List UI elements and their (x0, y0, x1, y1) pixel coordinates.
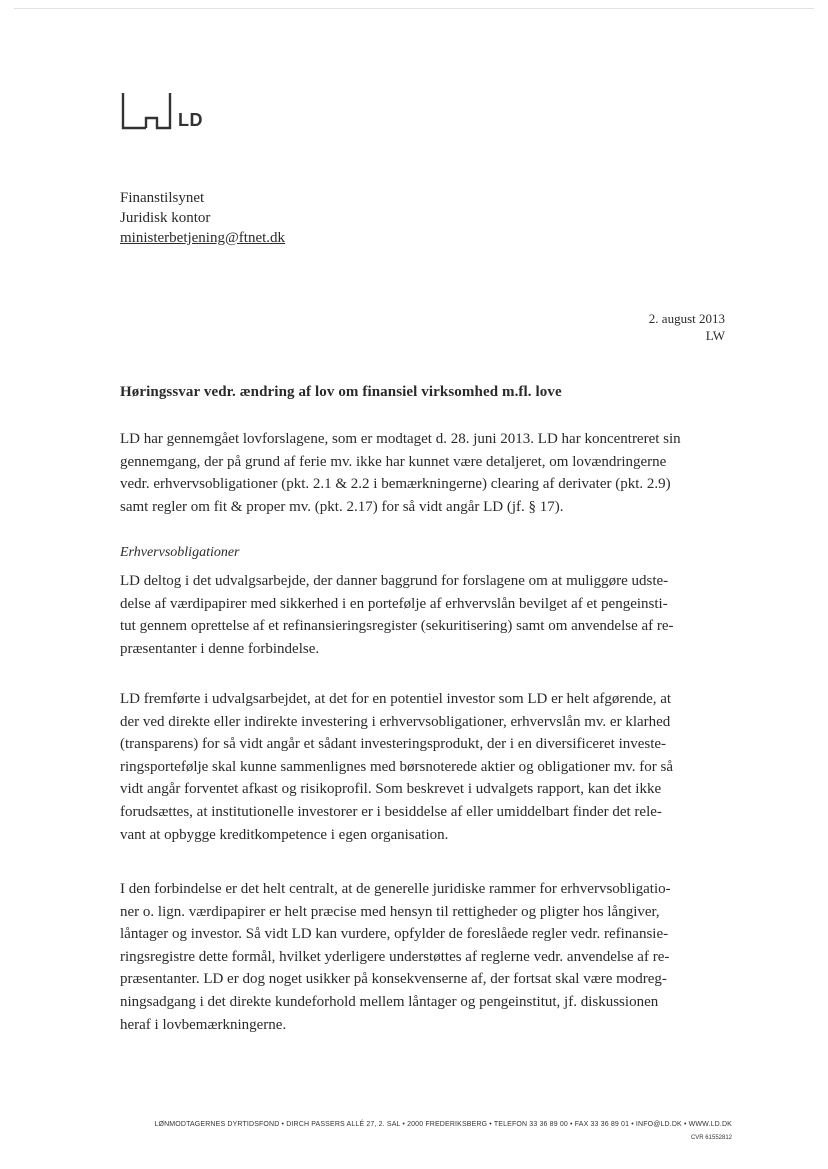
text-line: tut gennem oprettelse af et refinansieringsregister (sekuritisering) samt om anvendelse af re- (120, 618, 674, 635)
paragraph-committee (120, 570, 720, 660)
footer-cvr: CVR 61552812 (690, 1135, 732, 1141)
paragraph-legal-framework (120, 878, 720, 1036)
text-line: samt regler om fit & proper mv. (pkt. 2.17) for så vidt angår LD (jf. § 17). (120, 498, 564, 515)
text-line: ringsportefølje skal kunne sammenlignes med børsnoterede aktier og obligationer mv. for så (120, 758, 674, 775)
letter-subject: Høringssvar vedr. ændring af lov om finansiel virksomhed m.fl. love (120, 384, 562, 400)
text-line: (transparens) for så vidt angår et sådant investeringsprodukt, der i en diversificeret investe- (120, 736, 667, 753)
text-line: der ved direkte eller indirekte investering i erhvervsobligationer, erhvervslån mv. er klarhed (120, 713, 671, 730)
text-line: ningsadgang i det direkte kundeforhold mellem låntager og pengeinstitut, jf. diskussionen (120, 993, 659, 1010)
recipient-email-link[interactable]: ministerbetjening@ftnet.dk (120, 230, 286, 246)
text-line: præsentanter. LD er dog noget usikker på konsekvenserne af, der fortsat skal være modreg- (120, 971, 667, 988)
footer-address: LØNMODTAGERNES DYRTIDSFOND • DIRCH PASSERS ALLÉ 27, 2. SAL • 2000 FREDERIKSBERG • TELEFON 33 36 89 00 • FAX 33 36 89 01 • INFO@LD.DK • WWW.LD.DK (154, 1121, 732, 1128)
date-block (649, 310, 725, 344)
text-line: forudsættes, at institutionelle investorer er i besiddelse af eller umiddelbart finder det rele- (120, 803, 662, 820)
text-line: ner o. lign. værdipapirer er helt præcise med hensyn til rettigheder og pligter hos långiver, (120, 903, 660, 920)
section-heading: Erhvervsobligationer (120, 545, 240, 560)
text-line: vedr. erhvervsobligationer (pkt. 2.1 & 2.2 i bemærkningerne) clearing af derivater (pkt. 2.9) (120, 476, 671, 493)
text-line: LD fremførte i udvalgsarbejdet, at det for en potentiel investor som LD er helt afgørende, at (120, 691, 672, 707)
sender-initials: LW (705, 328, 725, 343)
recipient-address (120, 188, 285, 248)
text-line: delse af værdipapirer med sikkerhed i en portefølje af erhvervslån bevilget af et pengeinsti- (120, 595, 668, 612)
text-line: gennemgang, der på grund af ferie mv. ikke har kunnet være detaljeret, om lovændringerne (120, 453, 667, 470)
ld-logo-mark-icon (120, 90, 176, 132)
paragraph-transparency (120, 688, 720, 846)
top-border-line (14, 8, 814, 9)
text-line: LD har gennemgået lovforslagene, som er modtaget d. 28. juni 2013. LD har koncentreret sin (120, 431, 681, 447)
ld-logo (120, 90, 220, 132)
text-line: LD deltog i det udvalgsarbejde, der danner baggrund for forslagene om at muliggøre udste- (120, 573, 669, 589)
recipient-department: Juridisk kontor (120, 210, 211, 226)
text-line: heraf i lovbemærkningerne. (120, 1016, 287, 1033)
text-line: vidt angår forventet afkast og risikoprofil. Som beskrevet i udvalgets rapport, kan det ikke (120, 781, 662, 798)
recipient-name: Finanstilsynet (120, 190, 205, 206)
letter-date: 2. august 2013 (648, 311, 725, 326)
text-line: præsentanter i denne forbindelse. (120, 640, 320, 657)
logo-text: LD (178, 110, 203, 130)
text-line: I den forbindelse er det helt centralt, at de generelle juridiske rammer for erhvervsobligatio- (120, 881, 671, 897)
paragraph-intro (120, 428, 720, 518)
text-line: vant at opbygge kreditkompetence i egen organisation. (120, 826, 449, 843)
text-line: låntager og investor. Så vidt LD kan vurdere, opfylder de foreslåede regler vedr. refinansie- (120, 926, 669, 943)
text-line: ringsregistre dette formål, hvilket yderligere understøttes af reglerne vedr. anvendelse af re- (120, 948, 670, 965)
